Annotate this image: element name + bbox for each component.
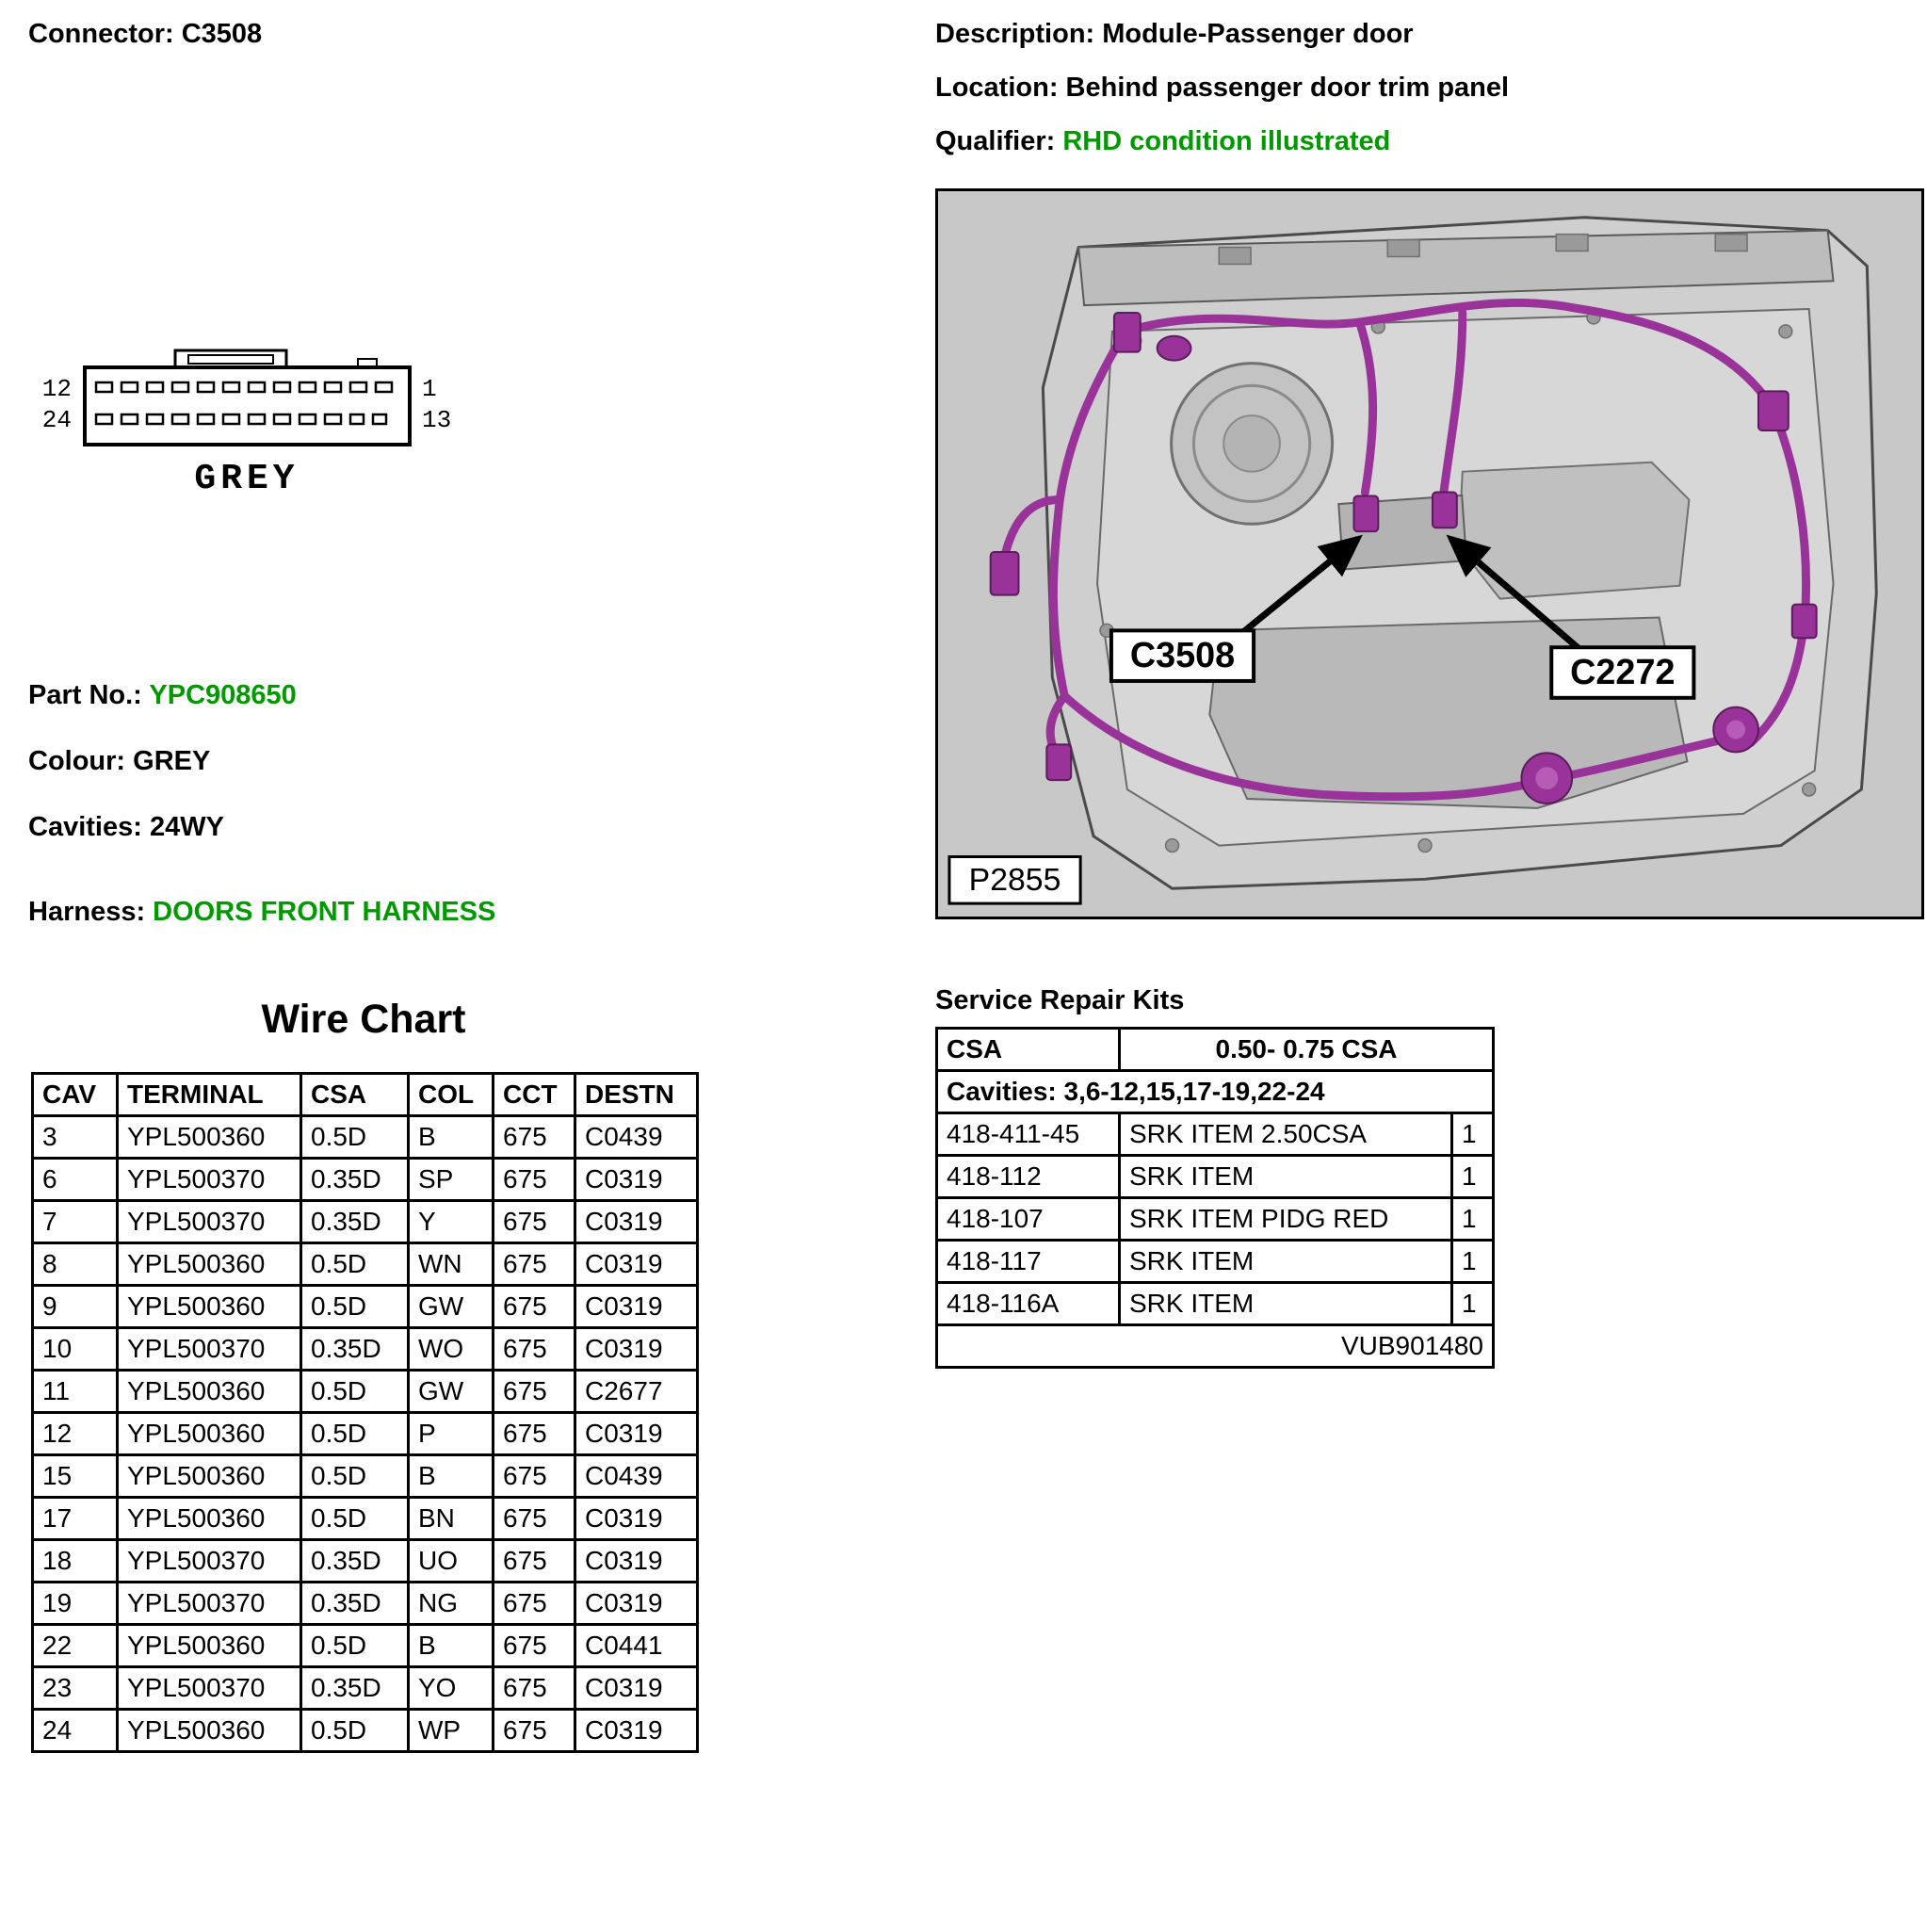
srk-cell: 418-411-45 bbox=[937, 1113, 1120, 1156]
srk-cell: SRK ITEM bbox=[1120, 1241, 1452, 1283]
srk-cell: SRK ITEM bbox=[1120, 1283, 1452, 1325]
qualifier-label: Qualifier: bbox=[935, 126, 1063, 156]
table-row bbox=[33, 1455, 698, 1498]
wire-chart-cell: YPL500360 bbox=[118, 1286, 301, 1328]
table-row bbox=[937, 1241, 1494, 1283]
wire-chart-cell: 675 bbox=[494, 1540, 575, 1583]
wire-chart-cell: SP bbox=[409, 1159, 494, 1201]
wire-chart-cell: 675 bbox=[494, 1583, 575, 1625]
connector-body bbox=[85, 367, 410, 445]
srk-footer-cell: VUB901480 bbox=[937, 1325, 1494, 1368]
wire-chart-cell: WN bbox=[409, 1243, 494, 1286]
srk-table-section bbox=[935, 1027, 1495, 1369]
wire-chart-cell: C0319 bbox=[575, 1201, 698, 1243]
wire-chart-cell: C0439 bbox=[575, 1455, 698, 1498]
srk-table bbox=[935, 1027, 1495, 1369]
wire-chart-cell: 15 bbox=[33, 1455, 118, 1498]
table-row bbox=[33, 1243, 698, 1286]
srk-cell: 1 bbox=[1452, 1241, 1494, 1283]
wire-chart-cell: 0.5D bbox=[301, 1455, 409, 1498]
srk-cell: SRK ITEM 2.50CSA bbox=[1120, 1113, 1452, 1156]
table-row bbox=[33, 1371, 698, 1413]
srk-body bbox=[937, 1113, 1494, 1325]
wire-chart-cell: 0.5D bbox=[301, 1413, 409, 1455]
wire-chart-cell: 0.35D bbox=[301, 1667, 409, 1710]
pin-number-top-right: 1 bbox=[422, 375, 437, 403]
srk-cell: 418-117 bbox=[937, 1241, 1120, 1283]
wire-chart-cell: 23 bbox=[33, 1667, 118, 1710]
wire-chart-cell: BN bbox=[409, 1498, 494, 1540]
wire-chart-cell: B bbox=[409, 1625, 494, 1667]
wire-chart-cell: YPL500360 bbox=[118, 1243, 301, 1286]
wire-chart-cell: 7 bbox=[33, 1201, 118, 1243]
harness-value: DOORS FRONT HARNESS bbox=[153, 897, 496, 927]
pin-number-bottom-left: 24 bbox=[41, 406, 72, 434]
wire-chart-cell: YPL500360 bbox=[118, 1455, 301, 1498]
wire-chart-cell: 22 bbox=[33, 1625, 118, 1667]
wire-chart-cell: YPL500370 bbox=[118, 1583, 301, 1625]
srk-footer-row bbox=[937, 1325, 1494, 1368]
wire-chart-cell: C0319 bbox=[575, 1413, 698, 1455]
wire-chart bbox=[31, 1072, 699, 1753]
wire-chart-cell: C0319 bbox=[575, 1710, 698, 1752]
table-row bbox=[33, 1286, 698, 1328]
srk-header-range: 0.50- 0.75 CSA bbox=[1120, 1029, 1494, 1071]
wire-chart-cell: C0319 bbox=[575, 1328, 698, 1371]
table-row bbox=[33, 1625, 698, 1667]
srk-header-csa: CSA bbox=[937, 1029, 1120, 1071]
harness-line bbox=[28, 897, 495, 928]
connector-title: Connector: C3508 bbox=[28, 19, 263, 49]
wire-chart-cell: NG bbox=[409, 1583, 494, 1625]
table-row bbox=[33, 1413, 698, 1455]
wire-chart-cell: 675 bbox=[494, 1243, 575, 1286]
wire-chart-title: Wire Chart bbox=[261, 997, 466, 1042]
wire-chart-cell: UO bbox=[409, 1540, 494, 1583]
wire-chart-cell: C2677 bbox=[575, 1371, 698, 1413]
srk-header-row bbox=[937, 1029, 1494, 1071]
wire-chart-cell: C0319 bbox=[575, 1583, 698, 1625]
wire-chart-cell: 18 bbox=[33, 1540, 118, 1583]
wire-chart-cell: YPL500370 bbox=[118, 1159, 301, 1201]
connector-colour-text: GREY bbox=[194, 459, 300, 499]
wire-chart-cell: WO bbox=[409, 1328, 494, 1371]
table-row bbox=[33, 1667, 698, 1710]
srk-cell: 418-107 bbox=[937, 1198, 1120, 1241]
wire-chart-cell: C0319 bbox=[575, 1540, 698, 1583]
wire-chart-cell: B bbox=[409, 1455, 494, 1498]
wire-chart-cell: YPL500360 bbox=[118, 1710, 301, 1752]
wire-chart-cell: 675 bbox=[494, 1498, 575, 1540]
srk-cell: SRK ITEM PIDG RED bbox=[1120, 1198, 1452, 1241]
wire-chart-cell: YPL500360 bbox=[118, 1625, 301, 1667]
srk-cell: 418-116A bbox=[937, 1283, 1120, 1325]
wire-chart-cell: 0.35D bbox=[301, 1540, 409, 1583]
wire-chart-cell: GW bbox=[409, 1371, 494, 1413]
wire-chart-header-cell: COL bbox=[409, 1074, 494, 1116]
wire-chart-cell: 0.5D bbox=[301, 1116, 409, 1159]
photo-ref-label bbox=[949, 856, 1080, 903]
wire-chart-cell: Y bbox=[409, 1201, 494, 1243]
wire-chart-cell: B bbox=[409, 1116, 494, 1159]
wire-chart-cell: 3 bbox=[33, 1116, 118, 1159]
table-row bbox=[33, 1498, 698, 1540]
wire-chart-cell: YPL500370 bbox=[118, 1540, 301, 1583]
connector-pin-diagram-svg bbox=[26, 339, 507, 513]
wire-chart-cell: 675 bbox=[494, 1328, 575, 1371]
label-c2272 bbox=[1551, 647, 1693, 698]
wire-chart-cell: YPL500370 bbox=[118, 1201, 301, 1243]
wire-chart-cell: YPL500360 bbox=[118, 1116, 301, 1159]
table-row bbox=[33, 1159, 698, 1201]
srk-cell: 1 bbox=[1452, 1113, 1494, 1156]
wire-chart-cell: 0.35D bbox=[301, 1583, 409, 1625]
wire-chart-cell: C0441 bbox=[575, 1625, 698, 1667]
part-no-value: YPC908650 bbox=[149, 680, 297, 710]
wire-chart-cell: C0319 bbox=[575, 1243, 698, 1286]
srk-cell: 1 bbox=[1452, 1156, 1494, 1198]
colour-line: Colour: GREY bbox=[28, 746, 211, 776]
wire-chart-cell: 0.35D bbox=[301, 1159, 409, 1201]
wire-chart-cell: 24 bbox=[33, 1710, 118, 1752]
wire-chart-cell: 19 bbox=[33, 1583, 118, 1625]
table-row bbox=[937, 1198, 1494, 1241]
wire-chart-header-cell: DESTN bbox=[575, 1074, 698, 1116]
srk-cavities-cell: Cavities: 3,6-12,15,17-19,22-24 bbox=[937, 1071, 1494, 1113]
photo-ref-text: P2855 bbox=[968, 862, 1061, 899]
part-no-line bbox=[28, 680, 297, 711]
wire-chart-cell: 675 bbox=[494, 1667, 575, 1710]
connector-top-tab-inner bbox=[188, 355, 273, 364]
description-line: Description: Module-Passenger door bbox=[935, 19, 1414, 49]
wire-chart-cell: 675 bbox=[494, 1286, 575, 1328]
cavities-line: Cavities: 24WY bbox=[28, 812, 224, 842]
srk-cell: 1 bbox=[1452, 1198, 1494, 1241]
wire-chart-cell: YPL500370 bbox=[118, 1667, 301, 1710]
table-row bbox=[33, 1116, 698, 1159]
table-row bbox=[33, 1710, 698, 1752]
pin-number-bottom-right: 13 bbox=[422, 406, 452, 434]
label-c2272-text: C2272 bbox=[1570, 651, 1676, 691]
wire-chart-cell: 0.5D bbox=[301, 1371, 409, 1413]
wire-chart-cell: C0319 bbox=[575, 1498, 698, 1540]
wire-chart-cell: WP bbox=[409, 1710, 494, 1752]
wire-chart-body bbox=[33, 1116, 698, 1752]
wire-chart-header-row bbox=[33, 1074, 698, 1116]
wire-chart-cell: YO bbox=[409, 1667, 494, 1710]
table-row bbox=[33, 1540, 698, 1583]
wire-chart-cell: 675 bbox=[494, 1413, 575, 1455]
wire-chart-cell: 0.5D bbox=[301, 1625, 409, 1667]
table-row bbox=[937, 1113, 1494, 1156]
table-row bbox=[33, 1201, 698, 1243]
harness-label: Harness: bbox=[28, 897, 154, 927]
wire-chart-cell: C0319 bbox=[575, 1159, 698, 1201]
wire-chart-cell: 8 bbox=[33, 1243, 118, 1286]
srk-cavities-row bbox=[937, 1071, 1494, 1113]
wire-chart-cell: 0.35D bbox=[301, 1201, 409, 1243]
label-c3508 bbox=[1111, 630, 1254, 681]
wire-chart-cell: 675 bbox=[494, 1116, 575, 1159]
wire-chart-cell: YPL500360 bbox=[118, 1371, 301, 1413]
wire-chart-cell: 0.35D bbox=[301, 1328, 409, 1371]
wire-chart-cell: 0.5D bbox=[301, 1243, 409, 1286]
wire-chart-cell: YPL500360 bbox=[118, 1498, 301, 1540]
wire-chart-header-cell: CCT bbox=[494, 1074, 575, 1116]
wire-chart-cell: 9 bbox=[33, 1286, 118, 1328]
srk-cell: 418-112 bbox=[937, 1156, 1120, 1198]
srk-cell: SRK ITEM bbox=[1120, 1156, 1452, 1198]
wire-chart-header-cell: TERMINAL bbox=[118, 1074, 301, 1116]
wire-chart-header-cell: CAV bbox=[33, 1074, 118, 1116]
wire-chart-cell: C0319 bbox=[575, 1667, 698, 1710]
wire-chart-header-cell: CSA bbox=[301, 1074, 409, 1116]
location-line: Location: Behind passenger door trim panel bbox=[935, 73, 1510, 103]
wire-chart-cell: C0439 bbox=[575, 1116, 698, 1159]
srk-title: Service Repair Kits bbox=[935, 985, 1185, 1015]
table-row bbox=[33, 1328, 698, 1371]
table-row bbox=[937, 1283, 1494, 1325]
qualifier-value: RHD condition illustrated bbox=[1062, 126, 1391, 156]
wire-chart-cell: 675 bbox=[494, 1710, 575, 1752]
wire-chart-cell: 675 bbox=[494, 1159, 575, 1201]
wire-chart-cell: 675 bbox=[494, 1625, 575, 1667]
part-no-label: Part No.: bbox=[28, 680, 150, 710]
wire-chart-cell: 17 bbox=[33, 1498, 118, 1540]
table-row bbox=[33, 1583, 698, 1625]
qualifier-line bbox=[935, 126, 1390, 157]
wire-chart-cell: 6 bbox=[33, 1159, 118, 1201]
wire-chart-cell: 0.5D bbox=[301, 1286, 409, 1328]
wire-chart-cell: 12 bbox=[33, 1413, 118, 1455]
pin-number-top-left: 12 bbox=[41, 375, 72, 403]
wire-chart-cell: 675 bbox=[494, 1371, 575, 1413]
table-row bbox=[937, 1156, 1494, 1198]
wire-chart-cell: YPL500360 bbox=[118, 1413, 301, 1455]
wire-chart-cell: 10 bbox=[33, 1328, 118, 1371]
wire-chart-cell: GW bbox=[409, 1286, 494, 1328]
door-illustration bbox=[935, 188, 1924, 919]
wire-chart-cell: 675 bbox=[494, 1201, 575, 1243]
wire-chart-cell: 0.5D bbox=[301, 1498, 409, 1540]
wire-chart-cell: YPL500370 bbox=[118, 1328, 301, 1371]
srk-cell: 1 bbox=[1452, 1283, 1494, 1325]
connector-pin-diagram bbox=[26, 339, 507, 513]
wire-chart-cell: 11 bbox=[33, 1371, 118, 1413]
wire-chart-cell: P bbox=[409, 1413, 494, 1455]
label-c3508-text: C3508 bbox=[1129, 635, 1236, 675]
wire-chart-cell: 0.5D bbox=[301, 1710, 409, 1752]
wire-chart-table bbox=[31, 1072, 699, 1753]
door-illustration-svg bbox=[938, 191, 1921, 917]
wire-chart-cell: C0319 bbox=[575, 1286, 698, 1328]
wire-chart-cell: 675 bbox=[494, 1455, 575, 1498]
